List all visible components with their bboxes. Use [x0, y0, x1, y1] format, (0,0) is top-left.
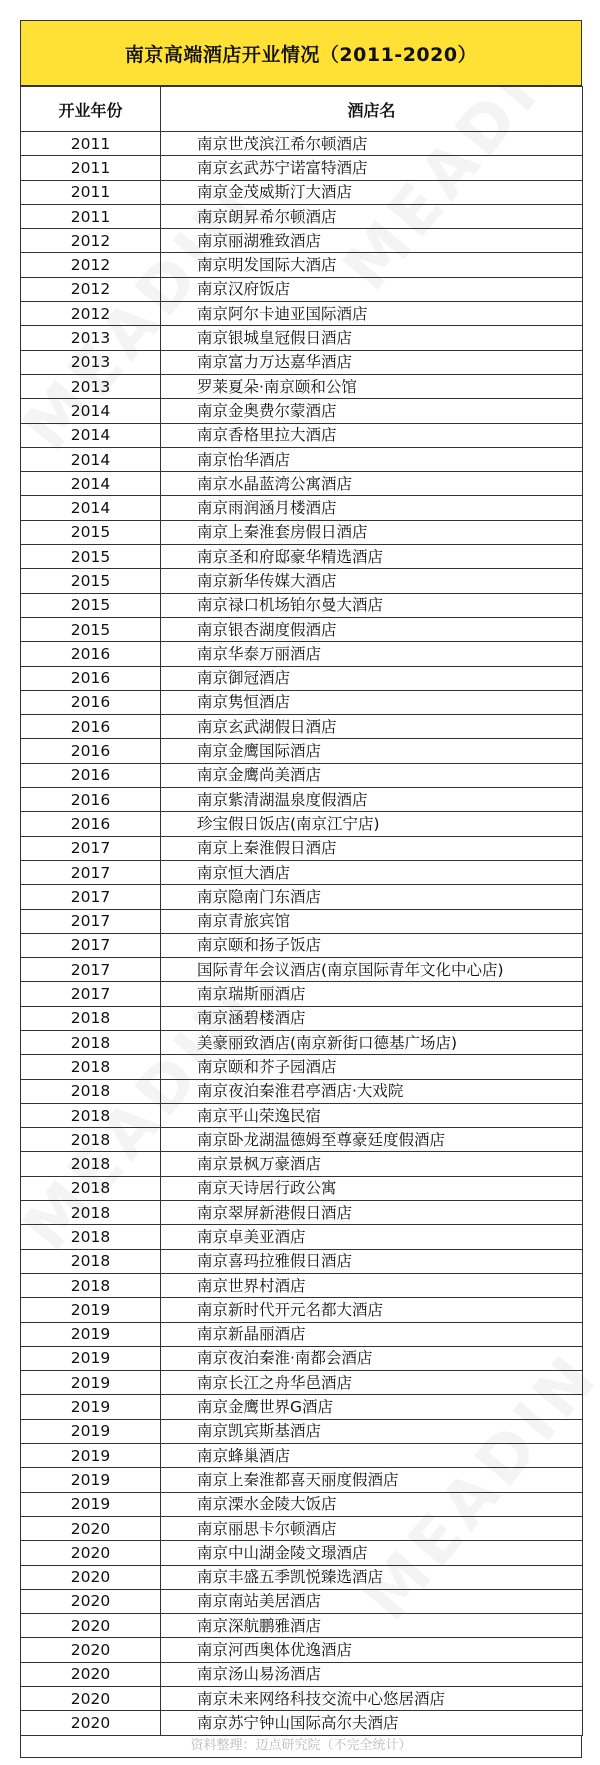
table-row: [21, 1079, 583, 1103]
table-row: [21, 302, 583, 326]
table-row: [21, 1516, 583, 1540]
table-row: [21, 180, 583, 204]
year-cell: 2014: [21, 496, 161, 520]
year-cell: 2019: [21, 1371, 161, 1395]
table-row: [21, 374, 583, 398]
year-cell: 2019: [21, 1322, 161, 1346]
table-row: [21, 1249, 583, 1273]
table-row: [21, 1030, 583, 1054]
table-row: [21, 1565, 583, 1589]
hotel-name-cell: 南京世界村酒店: [161, 1273, 583, 1297]
table-row: [21, 1103, 583, 1127]
hotel-name-cell: 南京凯宾斯基酒店: [161, 1419, 583, 1443]
table-row: [21, 1662, 583, 1686]
table-row: [21, 763, 583, 787]
table-row: [21, 1201, 583, 1225]
year-cell: 2020: [21, 1687, 161, 1711]
table-row: [21, 447, 583, 471]
year-cell: 2018: [21, 1006, 161, 1030]
table-row: [21, 423, 583, 447]
hotel-name-cell: 罗莱夏朵·南京颐和公馆: [161, 374, 583, 398]
hotel-name-cell: 南京汉府饭店: [161, 277, 583, 301]
year-cell: 2015: [21, 617, 161, 641]
table-row: [21, 520, 583, 544]
year-cell: 2015: [21, 593, 161, 617]
table-row: [21, 1444, 583, 1468]
year-cell: 2013: [21, 326, 161, 350]
table-row: [21, 1395, 583, 1419]
hotel-table-sheet: [20, 20, 582, 1758]
year-cell: 2018: [21, 1201, 161, 1225]
year-cell: 2016: [21, 763, 161, 787]
table-row: [21, 860, 583, 884]
year-cell: 2012: [21, 302, 161, 326]
hotel-name-cell: 南京御冠酒店: [161, 666, 583, 690]
hotel-name-cell: 南京夜泊秦淮·南都会酒店: [161, 1346, 583, 1370]
table-row: [21, 909, 583, 933]
year-cell: 2011: [21, 156, 161, 180]
year-cell: 2018: [21, 1225, 161, 1249]
hotel-name-cell: 南京隽恒酒店: [161, 690, 583, 714]
year-cell: 2018: [21, 1249, 161, 1273]
hotel-name-cell: 南京玄武湖假日酒店: [161, 715, 583, 739]
hotel-name-cell: 南京翠屏新港假日酒店: [161, 1201, 583, 1225]
hotel-name-cell: 南京香格里拉大酒店: [161, 423, 583, 447]
hotel-name-cell: 南京涵碧楼酒店: [161, 1006, 583, 1030]
hotel-name-cell: 国际青年会议酒店(南京国际青年文化中心店): [161, 958, 583, 982]
hotel-table: [20, 86, 583, 1736]
hotel-name-cell: 南京卓美亚酒店: [161, 1225, 583, 1249]
hotel-name-cell: 南京新晶丽酒店: [161, 1322, 583, 1346]
hotel-name-cell: 南京金鹰尚美酒店: [161, 763, 583, 787]
year-cell: 2015: [21, 545, 161, 569]
hotel-name-cell: 南京隐南门东酒店: [161, 885, 583, 909]
table-row: [21, 1492, 583, 1516]
table-row: [21, 1006, 583, 1030]
hotel-name-cell: 南京颐和扬子饭店: [161, 933, 583, 957]
hotel-name-cell: 南京未来网络科技交流中心悠居酒店: [161, 1687, 583, 1711]
header-hotel: 酒店名: [161, 87, 583, 132]
table-row: [21, 982, 583, 1006]
year-cell: 2011: [21, 180, 161, 204]
year-cell: 2016: [21, 690, 161, 714]
table-row: [21, 593, 583, 617]
hotel-name-cell: 南京平山荣逸民宿: [161, 1103, 583, 1127]
year-cell: 2016: [21, 739, 161, 763]
year-cell: 2019: [21, 1298, 161, 1322]
year-cell: 2019: [21, 1395, 161, 1419]
hotel-name-cell: 南京丽湖雅致酒店: [161, 229, 583, 253]
table-row: [21, 1614, 583, 1638]
year-cell: 2020: [21, 1516, 161, 1540]
table-row: [21, 885, 583, 909]
hotel-name-cell: 南京水晶蓝湾公寓酒店: [161, 472, 583, 496]
year-cell: 2017: [21, 958, 161, 982]
year-cell: 2019: [21, 1419, 161, 1443]
year-cell: 2014: [21, 423, 161, 447]
year-cell: 2020: [21, 1662, 161, 1686]
table-row: [21, 1638, 583, 1662]
hotel-name-cell: 南京怡华酒店: [161, 447, 583, 471]
hotel-name-cell: 南京喜玛拉雅假日酒店: [161, 1249, 583, 1273]
table-row: [21, 812, 583, 836]
hotel-name-cell: 南京紫清湖温泉度假酒店: [161, 788, 583, 812]
hotel-name-cell: 南京丽思卡尔顿酒店: [161, 1516, 583, 1540]
table-row: [21, 253, 583, 277]
year-cell: 2013: [21, 350, 161, 374]
year-cell: 2011: [21, 132, 161, 156]
hotel-name-cell: 南京金鹰世界G酒店: [161, 1395, 583, 1419]
hotel-name-cell: 南京金奥费尔蒙酒店: [161, 399, 583, 423]
year-cell: 2016: [21, 715, 161, 739]
table-row: [21, 132, 583, 156]
table-row: [21, 472, 583, 496]
table-row: [21, 204, 583, 228]
table-row: [21, 496, 583, 520]
table-row: [21, 617, 583, 641]
hotel-name-cell: 南京夜泊秦淮君亭酒店·大戏院: [161, 1079, 583, 1103]
hotel-name-cell: 南京丰盛五季凯悦臻选酒店: [161, 1565, 583, 1589]
table-row: [21, 399, 583, 423]
hotel-name-cell: 南京华泰万丽酒店: [161, 642, 583, 666]
year-cell: 2018: [21, 1079, 161, 1103]
year-cell: 2017: [21, 933, 161, 957]
table-row: [21, 1371, 583, 1395]
table-row: [21, 1589, 583, 1613]
source-note: 资料整理：迈点研究院（不完全统计）: [20, 1736, 582, 1758]
hotel-name-cell: 南京上秦淮套房假日酒店: [161, 520, 583, 544]
hotel-name-cell: 美豪丽致酒店(南京新街口德基广场店): [161, 1030, 583, 1054]
hotel-name-cell: 南京玄武苏宁诺富特酒店: [161, 156, 583, 180]
hotel-name-cell: 南京河西奥体优逸酒店: [161, 1638, 583, 1662]
hotel-name-cell: 南京世茂滨江希尔顿酒店: [161, 132, 583, 156]
table-row: [21, 690, 583, 714]
year-cell: 2017: [21, 982, 161, 1006]
hotel-name-cell: 南京天诗居行政公寓: [161, 1176, 583, 1200]
year-cell: 2017: [21, 885, 161, 909]
hotel-name-cell: 南京瑞斯丽酒店: [161, 982, 583, 1006]
table-row: [21, 350, 583, 374]
year-cell: 2020: [21, 1711, 161, 1735]
table-row: [21, 229, 583, 253]
hotel-name-cell: 南京雨润涵月楼酒店: [161, 496, 583, 520]
table-row: [21, 739, 583, 763]
table-row: [21, 277, 583, 301]
year-cell: 2019: [21, 1468, 161, 1492]
year-cell: 2012: [21, 253, 161, 277]
table-row: [21, 1298, 583, 1322]
year-cell: 2020: [21, 1614, 161, 1638]
table-row: [21, 1541, 583, 1565]
table-row: [21, 1225, 583, 1249]
header-row: [21, 87, 583, 132]
table-row: [21, 156, 583, 180]
year-cell: 2018: [21, 1273, 161, 1297]
year-cell: 2020: [21, 1589, 161, 1613]
table-row: [21, 1176, 583, 1200]
table-row: [21, 666, 583, 690]
hotel-name-cell: 南京景枫万豪酒店: [161, 1152, 583, 1176]
table-row: [21, 545, 583, 569]
table-row: [21, 958, 583, 982]
hotel-name-cell: 南京明发国际大酒店: [161, 253, 583, 277]
year-cell: 2018: [21, 1103, 161, 1127]
year-cell: 2019: [21, 1346, 161, 1370]
year-cell: 2017: [21, 836, 161, 860]
table-row: [21, 715, 583, 739]
year-cell: 2018: [21, 1055, 161, 1079]
year-cell: 2011: [21, 204, 161, 228]
header-year: 开业年份: [21, 87, 161, 132]
hotel-name-cell: 南京新时代开元名都大酒店: [161, 1298, 583, 1322]
year-cell: 2012: [21, 229, 161, 253]
table-row: [21, 1273, 583, 1297]
hotel-name-cell: 南京中山湖金陵文璟酒店: [161, 1541, 583, 1565]
year-cell: 2015: [21, 520, 161, 544]
year-cell: 2015: [21, 569, 161, 593]
table-row: [21, 1322, 583, 1346]
hotel-name-cell: 南京溧水金陵大饭店: [161, 1492, 583, 1516]
table-row: [21, 569, 583, 593]
year-cell: 2016: [21, 666, 161, 690]
hotel-name-cell: 南京朗昇希尔顿酒店: [161, 204, 583, 228]
hotel-name-cell: 南京深航鹏雅酒店: [161, 1614, 583, 1638]
table-row: [21, 1055, 583, 1079]
year-cell: 2018: [21, 1128, 161, 1152]
hotel-name-cell: 南京上秦淮假日酒店: [161, 836, 583, 860]
year-cell: 2020: [21, 1565, 161, 1589]
year-cell: 2019: [21, 1492, 161, 1516]
table-row: [21, 1687, 583, 1711]
hotel-name-cell: 南京蜂巢酒店: [161, 1444, 583, 1468]
year-cell: 2016: [21, 642, 161, 666]
table-row: [21, 1711, 583, 1735]
hotel-name-cell: 南京长江之舟华邑酒店: [161, 1371, 583, 1395]
hotel-name-cell: 南京银杏湖度假酒店: [161, 617, 583, 641]
year-cell: 2012: [21, 277, 161, 301]
hotel-name-cell: 南京阿尔卡迪亚国际酒店: [161, 302, 583, 326]
year-cell: 2016: [21, 788, 161, 812]
year-cell: 2014: [21, 399, 161, 423]
table-row: [21, 326, 583, 350]
year-cell: 2016: [21, 812, 161, 836]
hotel-name-cell: 南京恒大酒店: [161, 860, 583, 884]
table-row: [21, 836, 583, 860]
year-cell: 2014: [21, 472, 161, 496]
year-cell: 2020: [21, 1541, 161, 1565]
hotel-name-cell: 南京卧龙湖温德姆至尊豪廷度假酒店: [161, 1128, 583, 1152]
table-row: [21, 1152, 583, 1176]
hotel-name-cell: 南京青旅宾馆: [161, 909, 583, 933]
hotel-name-cell: 南京金鹰国际酒店: [161, 739, 583, 763]
table-body: [21, 132, 583, 1736]
table-row: [21, 788, 583, 812]
hotel-name-cell: 南京圣和府邸豪华精选酒店: [161, 545, 583, 569]
year-cell: 2020: [21, 1638, 161, 1662]
hotel-name-cell: 珍宝假日饭店(南京江宁店): [161, 812, 583, 836]
hotel-name-cell: 南京苏宁钟山国际高尔夫酒店: [161, 1711, 583, 1735]
hotel-name-cell: 南京新华传媒大酒店: [161, 569, 583, 593]
hotel-name-cell: 南京金茂威斯汀大酒店: [161, 180, 583, 204]
year-cell: 2018: [21, 1176, 161, 1200]
hotel-name-cell: 南京银城皇冠假日酒店: [161, 326, 583, 350]
year-cell: 2018: [21, 1030, 161, 1054]
hotel-name-cell: 南京上秦淮都喜天丽度假酒店: [161, 1468, 583, 1492]
table-row: [21, 1468, 583, 1492]
table-row: [21, 1128, 583, 1152]
hotel-name-cell: 南京汤山易汤酒店: [161, 1662, 583, 1686]
table-row: [21, 1346, 583, 1370]
year-cell: 2017: [21, 860, 161, 884]
year-cell: 2019: [21, 1444, 161, 1468]
hotel-name-cell: 南京南站美居酒店: [161, 1589, 583, 1613]
hotel-name-cell: 南京富力万达嘉华酒店: [161, 350, 583, 374]
hotel-name-cell: 南京颐和芥子园酒店: [161, 1055, 583, 1079]
hotel-name-cell: 南京禄口机场铂尔曼大酒店: [161, 593, 583, 617]
year-cell: 2017: [21, 909, 161, 933]
table-row: [21, 642, 583, 666]
table-title: 南京高端酒店开业情况（2011-2020）: [20, 20, 582, 86]
year-cell: 2014: [21, 447, 161, 471]
table-row: [21, 933, 583, 957]
year-cell: 2018: [21, 1152, 161, 1176]
year-cell: 2013: [21, 374, 161, 398]
table-row: [21, 1419, 583, 1443]
